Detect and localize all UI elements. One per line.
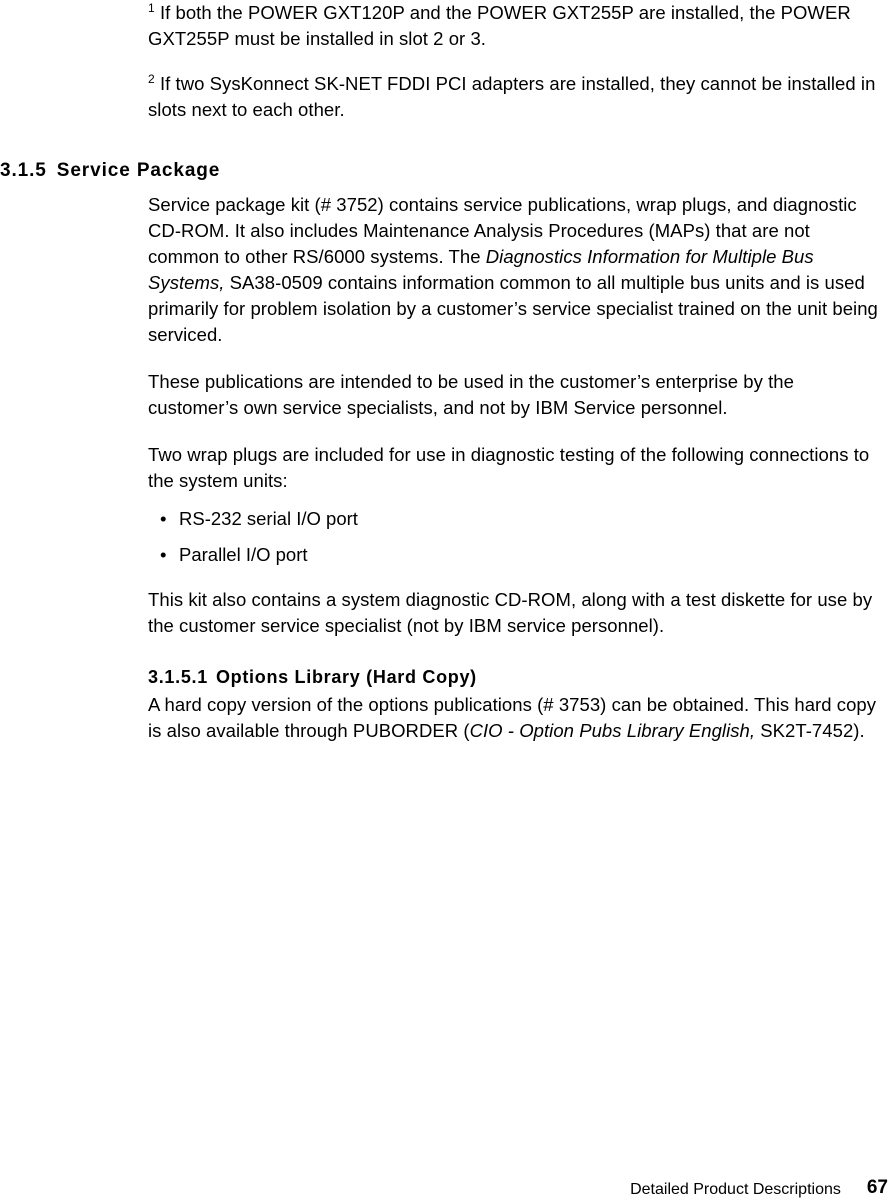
service-package-paragraph-1 xyxy=(148,192,886,348)
options-paragraph-text-a: A hard copy version of the options publications (# 3753) can be obtained. This hard copy is also available through PUBORDER ( xyxy=(148,694,877,741)
bullet-icon: • xyxy=(160,544,167,565)
footnote-2-marker: 2 xyxy=(148,72,155,86)
bullet-icon: • xyxy=(160,508,167,529)
service-package-paragraph-4: This kit also contains a system diagnostic CD-ROM, along with a test diskette for use by the customer service specialist (not by IBM service personnel). xyxy=(148,589,873,636)
page-footer xyxy=(630,1176,888,1202)
section-number: 3.1.5 xyxy=(0,160,47,181)
page-number: 67 xyxy=(866,1177,888,1198)
list-item-text: RS-232 serial I/O port xyxy=(179,508,358,529)
service-package-paragraph-2: These publications are intended to be used in the customer’s enterprise by the customer’s own service specialists, and not by IBM Service personnel. xyxy=(148,371,794,418)
subsection-heading xyxy=(148,664,477,690)
paragraph-1-text-b: SA38-0509 contains information common to all multiple bus units and is used primarily for problem isolation by a customer’s service specialist trained on the unit being serviced. xyxy=(148,272,878,345)
footnote-2 xyxy=(148,71,886,123)
footnote-1-marker: 1 xyxy=(148,1,155,15)
footer-label: Detailed Product Descriptions xyxy=(630,1181,841,1198)
diagnostics-publication-title: Diagnostics Information for Multiple Bus Systems, xyxy=(148,246,814,293)
paragraph-1-text-a: Service package kit (# 3752) contains service publications, wrap plugs, and diagnostic CD-ROM. It also includes Maintenance Analysis Procedures (MAPs) that are not common to other RS/6000 systems. The xyxy=(148,194,857,267)
footnote-1 xyxy=(148,0,886,52)
option-pubs-title: CIO - Option Pubs Library English, xyxy=(469,720,756,741)
footnote-1-text: If both the POWER GXT120P and the POWER GXT255P are installed, the POWER GXT255P must be installed in slot 2 or 3. xyxy=(148,2,851,49)
service-package-paragraph-3: Two wrap plugs are included for use in diagnostic testing of the following connections to the system units: xyxy=(148,444,870,491)
list-item-text: Parallel I/O port xyxy=(179,544,308,565)
section-title: Service Package xyxy=(56,160,221,181)
options-library-paragraph xyxy=(148,692,886,744)
list-item xyxy=(160,506,860,542)
options-paragraph-text-b: SK2T-7452). xyxy=(755,720,865,741)
list-item xyxy=(160,542,860,578)
connections-list xyxy=(160,506,860,578)
subsection-number: 3.1.5.1 xyxy=(148,667,208,687)
subsection-title: Options Library (Hard Copy) xyxy=(215,667,477,687)
section-heading xyxy=(0,158,220,184)
footnote-2-text: If two SysKonnect SK-NET FDDI PCI adapters are installed, they cannot be installed in slots next to each other. xyxy=(148,73,876,120)
